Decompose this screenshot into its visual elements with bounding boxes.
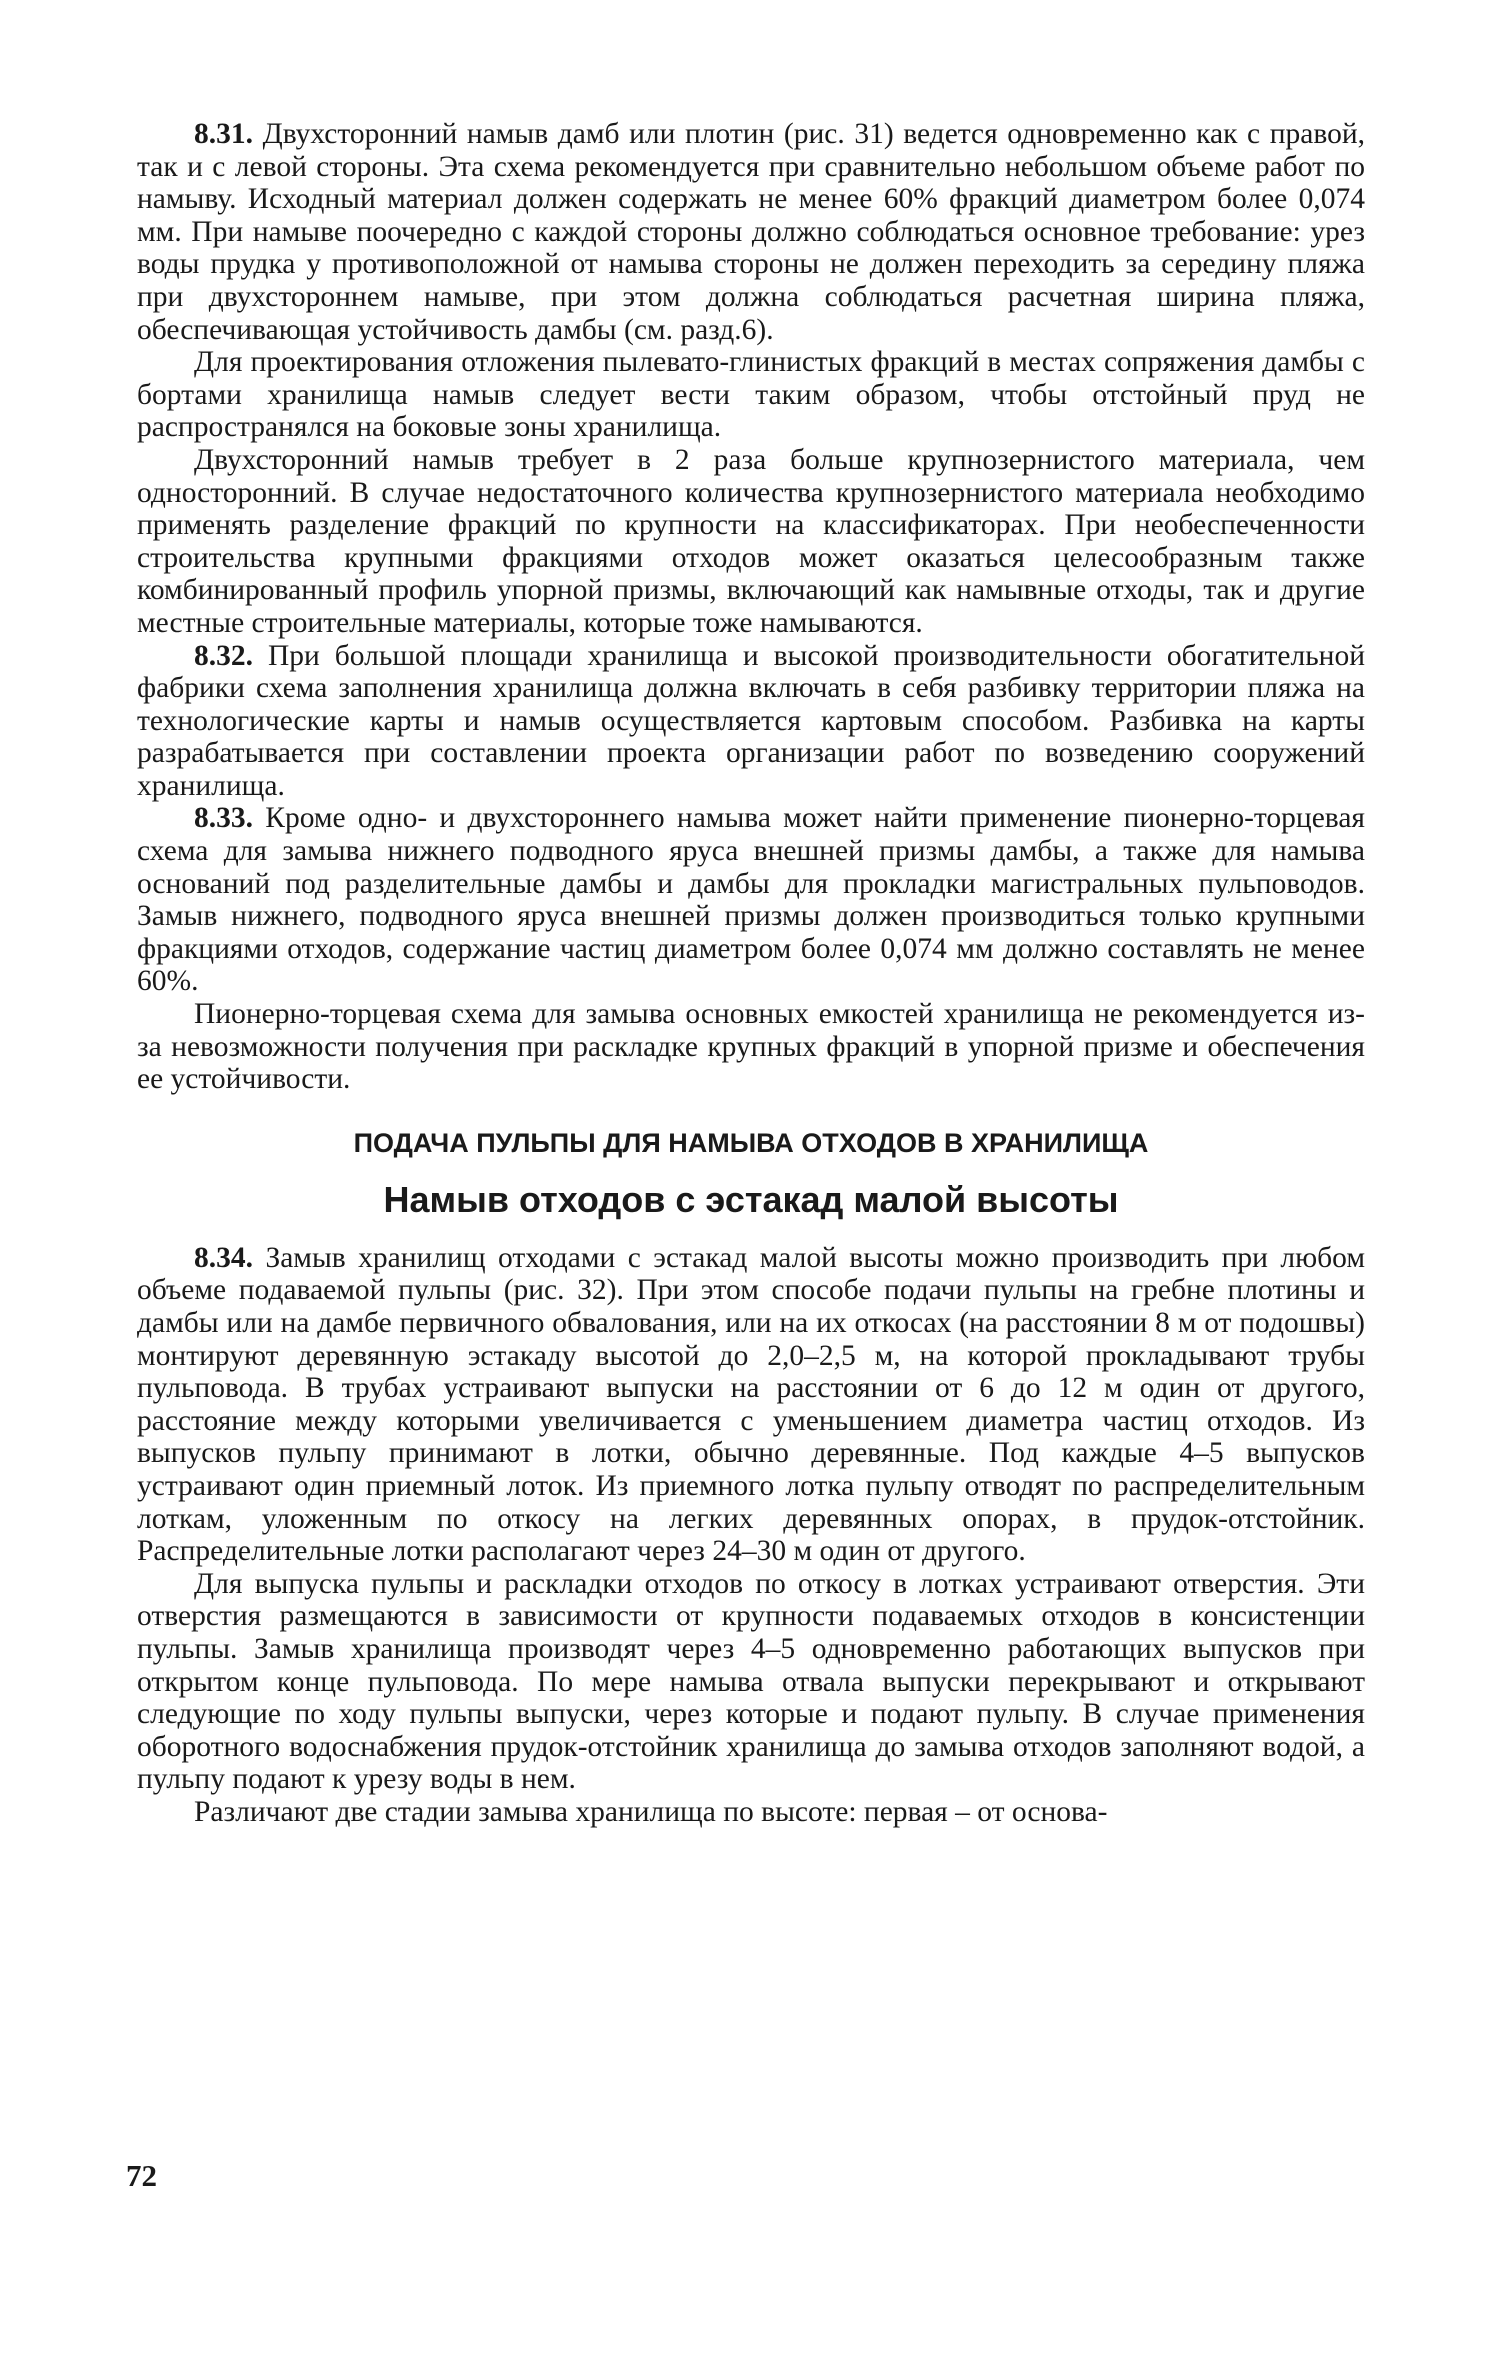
paragraph-number: 8.32. xyxy=(194,639,253,672)
paragraph xyxy=(137,1568,1365,1796)
paragraph-8-33 xyxy=(137,802,1365,998)
paragraph-number: 8.33. xyxy=(194,802,253,835)
paragraph-8-34 xyxy=(137,1242,1365,1568)
paragraph-text: Для выпуска пульпы и раскладки отходов по откосу в лотках устраивают отверстия. Эти отверстия размещаются в зависимости от крупности подаваемых отходов в консистенции пульпы. Замыв хранилища производят через 4–5 одновременно работающих выпусков при открытом конце пульповода. По мере намыва отвала выпуски перекрывают и открывают следующие по ходу пульпы выпуски, через которые и подают пульпу. В случае применения оборотного водоснабжения прудок-отстойник хранилища до замыва отходов заполняют водой, а пульпу подают к урезу воды в нем. xyxy=(137,1567,1365,1796)
paragraph-text: Двухсторонний намыв требует в 2 раза больше крупнозернистого материала, чем односторонний. В случае недостаточного количества крупнозернистого материала необходимо применять разделение фракций по крупности на классификаторах. При необеспеченности строительства крупными фракциями отходов может оказаться целесообразным также комбинированный профиль упорной призмы, включающий как намывные отходы, так и другие местные строительные материалы, которые тоже намываются. xyxy=(137,443,1365,639)
paragraph xyxy=(137,346,1365,444)
paragraph-text: При большой площади хранилища и высокой производительности обогатительной фабрики схема заполнения хранилища должна включать в себя разбивку территории пляжа на технологические карты и намыв осуществляется картовым способом. Разбивка на карты разрабатывается при составлении проекта организации работ по возведению сооружений хранилища. xyxy=(137,639,1366,802)
paragraph-8-32 xyxy=(137,640,1365,803)
sub-heading: Намыв отходов с эстакад малой высоты xyxy=(383,1178,1119,1220)
paragraph-text: Различают две стадии замыва хранилища по высоте: первая – от основа- xyxy=(194,1795,1108,1828)
paragraph xyxy=(137,444,1365,640)
paragraph-number: 8.31. xyxy=(194,118,253,150)
paragraph-text: Пионерно-торцевая схема для замыва основных емкостей хранилища не рекомендуется из-за невозможности получения при раскладке крупных фракций в упорной призме и обеспечения ее устойчивости. xyxy=(137,998,1365,1096)
paragraph xyxy=(137,998,1365,1096)
paragraph-text: Кроме одно- и двухстороннего намыва может найти применение пионерно-торцевая схема для замыва нижнего подводного яруса внешней призмы дамбы, а также для намыва оснований под разделительные дамбы и дамбы для прокладки магистральных пульповодов. Замыв нижнего, подводного яруса внешней призмы должен производиться только крупными фракциями отходов, содержание частиц диаметром более 0,074 мм должно составлять не менее 60%. xyxy=(137,802,1365,998)
document-page xyxy=(137,118,1365,1829)
paragraph-text: Двухсторонний намыв дамб или плотин (рис. 31) ведется одновременно как с правой, так и с левой стороны. Эта схема рекомендуется при сравнительно небольшом объеме работ по намыву. Исходный материал должен содержать не менее 60% фракций диаметром более 0,074 мм. При намыве поочередно с каждой стороны должно соблюдаться основное требование: урез воды прудка у противоположной от намыва стороны не должен переходить за середину пляжа при двухстороннем намыве, при этом должна соблюдаться расчетная ширина пляжа, обеспечивающая устойчивость дамбы (см. разд.6). xyxy=(137,118,1366,346)
paragraph-number: 8.34. xyxy=(194,1241,253,1274)
paragraph xyxy=(137,1796,1365,1829)
section-heading: ПОДАЧА ПУЛЬПЫ ДЛЯ НАМЫВА ОТХОДОВ В ХРАНИЛИЩА xyxy=(353,1127,1149,1158)
page-number: 72 xyxy=(126,2158,157,2193)
paragraph-text: Для проектирования отложения пылевато-глинистых фракций в местах сопряжения дамбы с бортами хранилища намыв следует вести таким образом, чтобы отстойный пруд не распространялся на боковые зоны хранилища. xyxy=(137,346,1365,444)
paragraph-8-31 xyxy=(137,118,1365,346)
paragraph-text: Замыв хранилищ отходами с эстакад малой высоты можно производить при любом объеме подаваемой пульпы (рис. 32). При этом способе подачи пульпы на гребне плотины и дамбы или на дамбе первичного обвалования, или на их откосах (на расстоянии 8 м от подошвы) монтируют деревянную эстакаду высотой до 2,0–2,5 м, на которой прокладывают трубы пульповода. В трубах устраивают выпуски на расстоянии от 6 до 12 м один от другого, расстояние между которыми увеличивается с уменьшением диаметра частиц отходов. Из выпусков пульпу принимают в лотки, обычно деревянные. Под каждые 4–5 выпусков устраивают один приемный лоток. Из приемного лотка пульпу отводят по распределительным лоткам, уложенным по откосу на легких деревянных опорах, в прудок-отстойник. Распределительные лотки располагают через 24–30 м один от другого. xyxy=(137,1241,1365,1568)
